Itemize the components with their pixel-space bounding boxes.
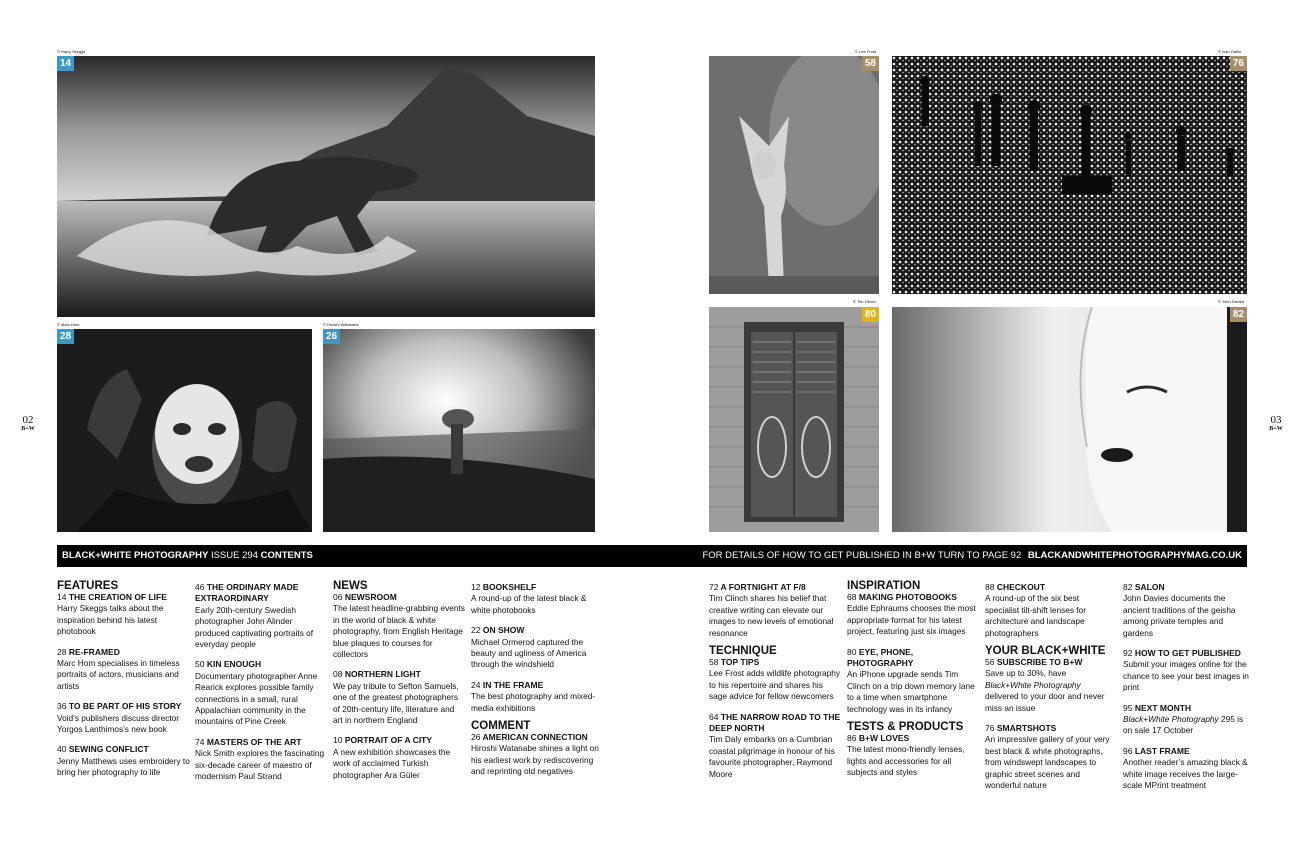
contents-item[interactable] [195, 737, 327, 783]
bear-image [57, 56, 595, 317]
bar-left [62, 545, 313, 567]
item-title: CHECKOUT [996, 582, 1046, 592]
magazine-title: Black+White Photography [1123, 714, 1219, 725]
contents-column-2 [195, 582, 327, 792]
contents-item[interactable] [57, 744, 192, 778]
item-title: SALON [1134, 582, 1165, 592]
page-badge: 28 [57, 329, 74, 344]
right-folio [1262, 414, 1290, 432]
contents-column-8 [1123, 582, 1251, 801]
item-page: 10 [333, 735, 343, 746]
item-text: Harry Skeggs talks about the inspiration behind his latest photobook [57, 603, 164, 637]
contents-item[interactable] [1123, 648, 1251, 694]
item-title: THE CREATION OF LIFE [68, 592, 167, 602]
publishing-note: FOR DETAILS OF HOW TO GET PUBLISHED IN B+W TURN TO PAGE 92 [702, 550, 1022, 561]
section-heading: YOUR BLACK+WHITE [985, 645, 1106, 658]
hiroshi-photo [323, 329, 595, 532]
door-image [709, 307, 879, 532]
item-title: LAST FRAME [1134, 745, 1190, 756]
item-text: Hiroshi Watanabe shines a light on his earliest work by rediscovering and reprinting old negatives [471, 743, 599, 777]
contents-item[interactable] [1123, 703, 1251, 737]
door-photo [709, 307, 879, 532]
item-page: 46 [195, 582, 205, 592]
item-page: 06 [333, 592, 343, 602]
item-text: Lee Frost adds wildlife photography to his repertoire and shares his sage advice for fellow newcomers [709, 668, 840, 702]
contents-item[interactable] [57, 647, 192, 693]
contents-item[interactable] [471, 582, 606, 616]
item-page: 64 [709, 711, 719, 722]
left-folio [14, 414, 42, 432]
item-page: 86 [847, 733, 857, 744]
item-title: RE-FRAMED [68, 646, 120, 657]
item-page: 68 [847, 592, 857, 602]
item-title: EYE, PHONE, PHOTOGRAPHY [847, 646, 914, 669]
photo-credit: © Harry Skeggs [57, 49, 86, 54]
section-heading: COMMENT [471, 720, 531, 733]
contents-column-1 [57, 578, 192, 788]
geisha-photo [892, 307, 1247, 532]
item-page: 14 [57, 592, 67, 602]
page-badge: 80 [862, 307, 879, 322]
item-title: NEWSROOM [344, 592, 397, 602]
contents-item[interactable] [1123, 582, 1251, 639]
contents-item[interactable] [57, 701, 192, 735]
subscribe-text-c: delivered to your door and never miss an issue [985, 691, 1105, 713]
contents-item[interactable] [333, 592, 465, 660]
item-page: 26 [471, 732, 481, 743]
coyote-image [709, 56, 879, 294]
magazine-name: BLACK+WHITE PHOTOGRAPHY [62, 550, 209, 561]
item-text [985, 668, 1115, 714]
contents-item[interactable] [985, 582, 1115, 639]
contents-item[interactable] [195, 582, 327, 650]
subscribe-text-a: Save up to 30%, have [985, 668, 1067, 679]
photo-credit: © Marc Hom [57, 322, 80, 327]
item-text: Tim Daly embarks on a Cumbrian coastal pilgrimage in honour of his favourite photographer, Raymond Moore [709, 734, 835, 779]
contents-item[interactable] [195, 659, 327, 727]
contents-item[interactable] [847, 592, 977, 638]
item-page: 76 [985, 723, 995, 734]
section-heading: INSPIRATION [847, 580, 921, 592]
contents-item[interactable] [471, 732, 606, 778]
contents-item[interactable] [57, 592, 192, 638]
beach-silhouettes-image [892, 56, 1247, 294]
contents-item[interactable] [985, 657, 1115, 714]
brand-mark: B+W [1269, 426, 1283, 432]
item-title: SUBSCRIBE TO B+W [996, 657, 1083, 668]
contents-label: CONTENTS [260, 550, 313, 561]
contents-item[interactable] [333, 735, 465, 781]
section-heading: TESTS & PRODUCTS [847, 721, 964, 734]
photo-credit: © Tim Clinch [853, 299, 876, 304]
contents-item[interactable] [471, 625, 606, 671]
page-badge: 76 [1230, 56, 1247, 71]
contents-item[interactable] [471, 680, 606, 714]
item-text: Jenny Matthews uses embroidery to bring her photography to life [57, 755, 190, 778]
item-title: TO BE PART OF HIS STORY [68, 701, 182, 712]
photo-credit: © Hiroshi Watanabe [323, 322, 359, 327]
item-title: MAKING PHOTOBOOKS [858, 592, 957, 602]
geisha-image [892, 307, 1247, 532]
page-badge: 82 [1230, 307, 1247, 322]
item-title: IN THE FRAME [482, 679, 544, 690]
item-page: 24 [471, 679, 481, 690]
contents-column-5 [709, 582, 841, 789]
item-title: ON SHOW [482, 625, 525, 636]
contents-bar [57, 545, 1247, 567]
item-page: 92 [1123, 648, 1133, 659]
item-text: John Davies documents the ancient traditions of the geisha among private temples and gardens [1123, 593, 1236, 638]
contents-item[interactable] [847, 647, 977, 715]
item-text: We pay tribute to Sefton Samuels, one of the greatest photographers of 20th-century life, literature and art in northern England [333, 680, 459, 726]
item-title: THE NARROW ROAD TO THE DEEP NORTH [709, 711, 841, 734]
item-title: BOOKSHELF [482, 582, 537, 592]
item-text: An impressive gallery of your very best black & white photographs, from windswept landscapes to graphic street scenes and wonderful nature [985, 734, 1110, 791]
item-page: 40 [57, 744, 67, 755]
item-title: B+W LOVES [858, 733, 910, 744]
contents-column-3 [333, 578, 465, 790]
item-page: 88 [985, 582, 995, 592]
item-text: Eddie Ephraums chooses the most appropriate format for his latest project, featuring just six images [847, 603, 976, 637]
item-page: 22 [471, 625, 481, 636]
item-text: An iPhone upgrade sends Tim Clinch on a trip down memory lane to a time when smartphone technology was in its infancy [847, 669, 975, 714]
item-page: 50 [195, 659, 205, 670]
magazine-title: Black+White Photography [985, 679, 1081, 690]
item-title: A FORTNIGHT AT F/8 [720, 582, 806, 592]
item-page: 28 [57, 646, 67, 657]
next-issue-text: 295 is on sale 17 October [1123, 714, 1244, 736]
portrait-image [57, 329, 312, 532]
item-text: Documentary photographer Anne Rearick explores possible family connections in a small, rural Appalachian community in the mountains of Pine Creek [195, 670, 318, 727]
item-page: 08 [333, 669, 343, 680]
item-text: Tim Clinch shares his belief that creative writing can elevate our images to new levels of emotional resonance [709, 593, 834, 638]
contents-item[interactable] [709, 712, 841, 780]
contents-column-7 [985, 582, 1115, 801]
section-heading: TECHNIQUE [709, 645, 777, 658]
bar-right [702, 545, 1242, 567]
item-title: SEWING CONFLICT [68, 744, 149, 755]
item-title: MASTERS OF THE ART [206, 736, 302, 747]
website-link[interactable]: BLACKANDWHITEPHOTOGRAPHYMAG.CO.UK [1027, 550, 1242, 561]
item-text: A round-up of the latest black & white photobooks [471, 593, 587, 615]
item-text: Void’s publishers discuss director Yorgos Lanthimos’s new book [57, 712, 180, 735]
contents-item[interactable] [709, 582, 841, 639]
item-page: 95 [1123, 702, 1133, 713]
brand-mark: B+W [21, 426, 35, 432]
contents-item[interactable] [709, 657, 841, 703]
item-title: SMARTSHOTS [996, 723, 1057, 734]
item-text: Michael Ormerod captured the beauty and ugliness of America through the windshield [471, 636, 587, 670]
item-text: The latest mono-friendly lenses, lights and accessories for all subjects and styles [847, 744, 965, 778]
bear-photo [57, 56, 595, 317]
item-page: 80 [847, 646, 857, 657]
page-badge: 26 [323, 329, 340, 344]
item-text: The latest headline-grabbing events in the world of black & white photography, from English Heritage blue plaques to courses for collectors [333, 603, 465, 660]
item-page: 96 [1123, 745, 1133, 756]
item-page: 82 [1123, 582, 1133, 592]
section-heading: NEWS [333, 580, 368, 592]
item-text [1123, 714, 1251, 737]
page-number: 02 [22, 414, 34, 426]
photo-credit: © Ivan Gable [1218, 49, 1242, 54]
beach-umbrella-image [323, 329, 595, 532]
item-title: TOP TIPS [720, 657, 760, 668]
item-title: PORTRAIT OF A CITY [344, 735, 433, 746]
contents-column-4 [471, 582, 606, 787]
item-title: AMERICAN CONNECTION [482, 732, 588, 743]
contents-column-6 [847, 578, 977, 788]
item-text: Submit your images online for the chance to see your best images in print [1123, 659, 1249, 693]
contents-item[interactable] [333, 669, 465, 726]
item-page: 58 [709, 657, 719, 668]
contents-item[interactable] [847, 733, 977, 779]
page-badge: 58 [862, 56, 879, 71]
item-text: A round-up of the six best specialist tilt-shift lenses for architecture and landscape photographers [985, 593, 1086, 638]
coyote-photo [709, 56, 879, 294]
item-page: 36 [57, 701, 67, 712]
item-title: NORTHERN LIGHT [344, 669, 421, 680]
item-title: NEXT MONTH [1134, 702, 1192, 713]
marc-hom-photo [57, 329, 312, 532]
beach-photo [892, 56, 1247, 294]
photo-credit: © Lee Frost [855, 49, 876, 54]
item-page: 56 [985, 657, 995, 668]
item-page: 74 [195, 736, 205, 747]
contents-item[interactable] [985, 723, 1115, 791]
item-text: Early 20th-century Swedish photographer John Alinder produced captivating portraits of everyday people [195, 604, 314, 650]
item-title: THE ORDINARY MADE EXTRAORDINARY [195, 582, 299, 604]
page-badge: 14 [57, 56, 74, 71]
item-text: Another reader’s amazing black & white image receives the large-scale MPrint treatment [1123, 757, 1248, 791]
item-page: 12 [471, 582, 481, 592]
item-text: Nick Smith explores the fascinating six-decade career of maestro of modernism Paul Strand [195, 748, 325, 782]
item-text: The best photography and mixed-media exhibitions [471, 691, 596, 713]
item-page: 72 [709, 582, 719, 592]
issue-number: ISSUE 294 [210, 550, 258, 561]
item-text: Marc Hom specialises in timeless portraits of actors, musicians and artists [57, 658, 180, 691]
section-heading: FEATURES [57, 580, 119, 592]
page-number: 03 [1270, 414, 1282, 426]
item-title: HOW TO GET PUBLISHED [1134, 648, 1241, 659]
item-title: KIN ENOUGH [206, 659, 262, 670]
photo-credit: © John Davies [1218, 299, 1245, 304]
item-text: A new exhibition showcases the work of acclaimed Turkish photographer Ara Güler [333, 746, 451, 780]
contents-item[interactable] [1123, 746, 1251, 792]
